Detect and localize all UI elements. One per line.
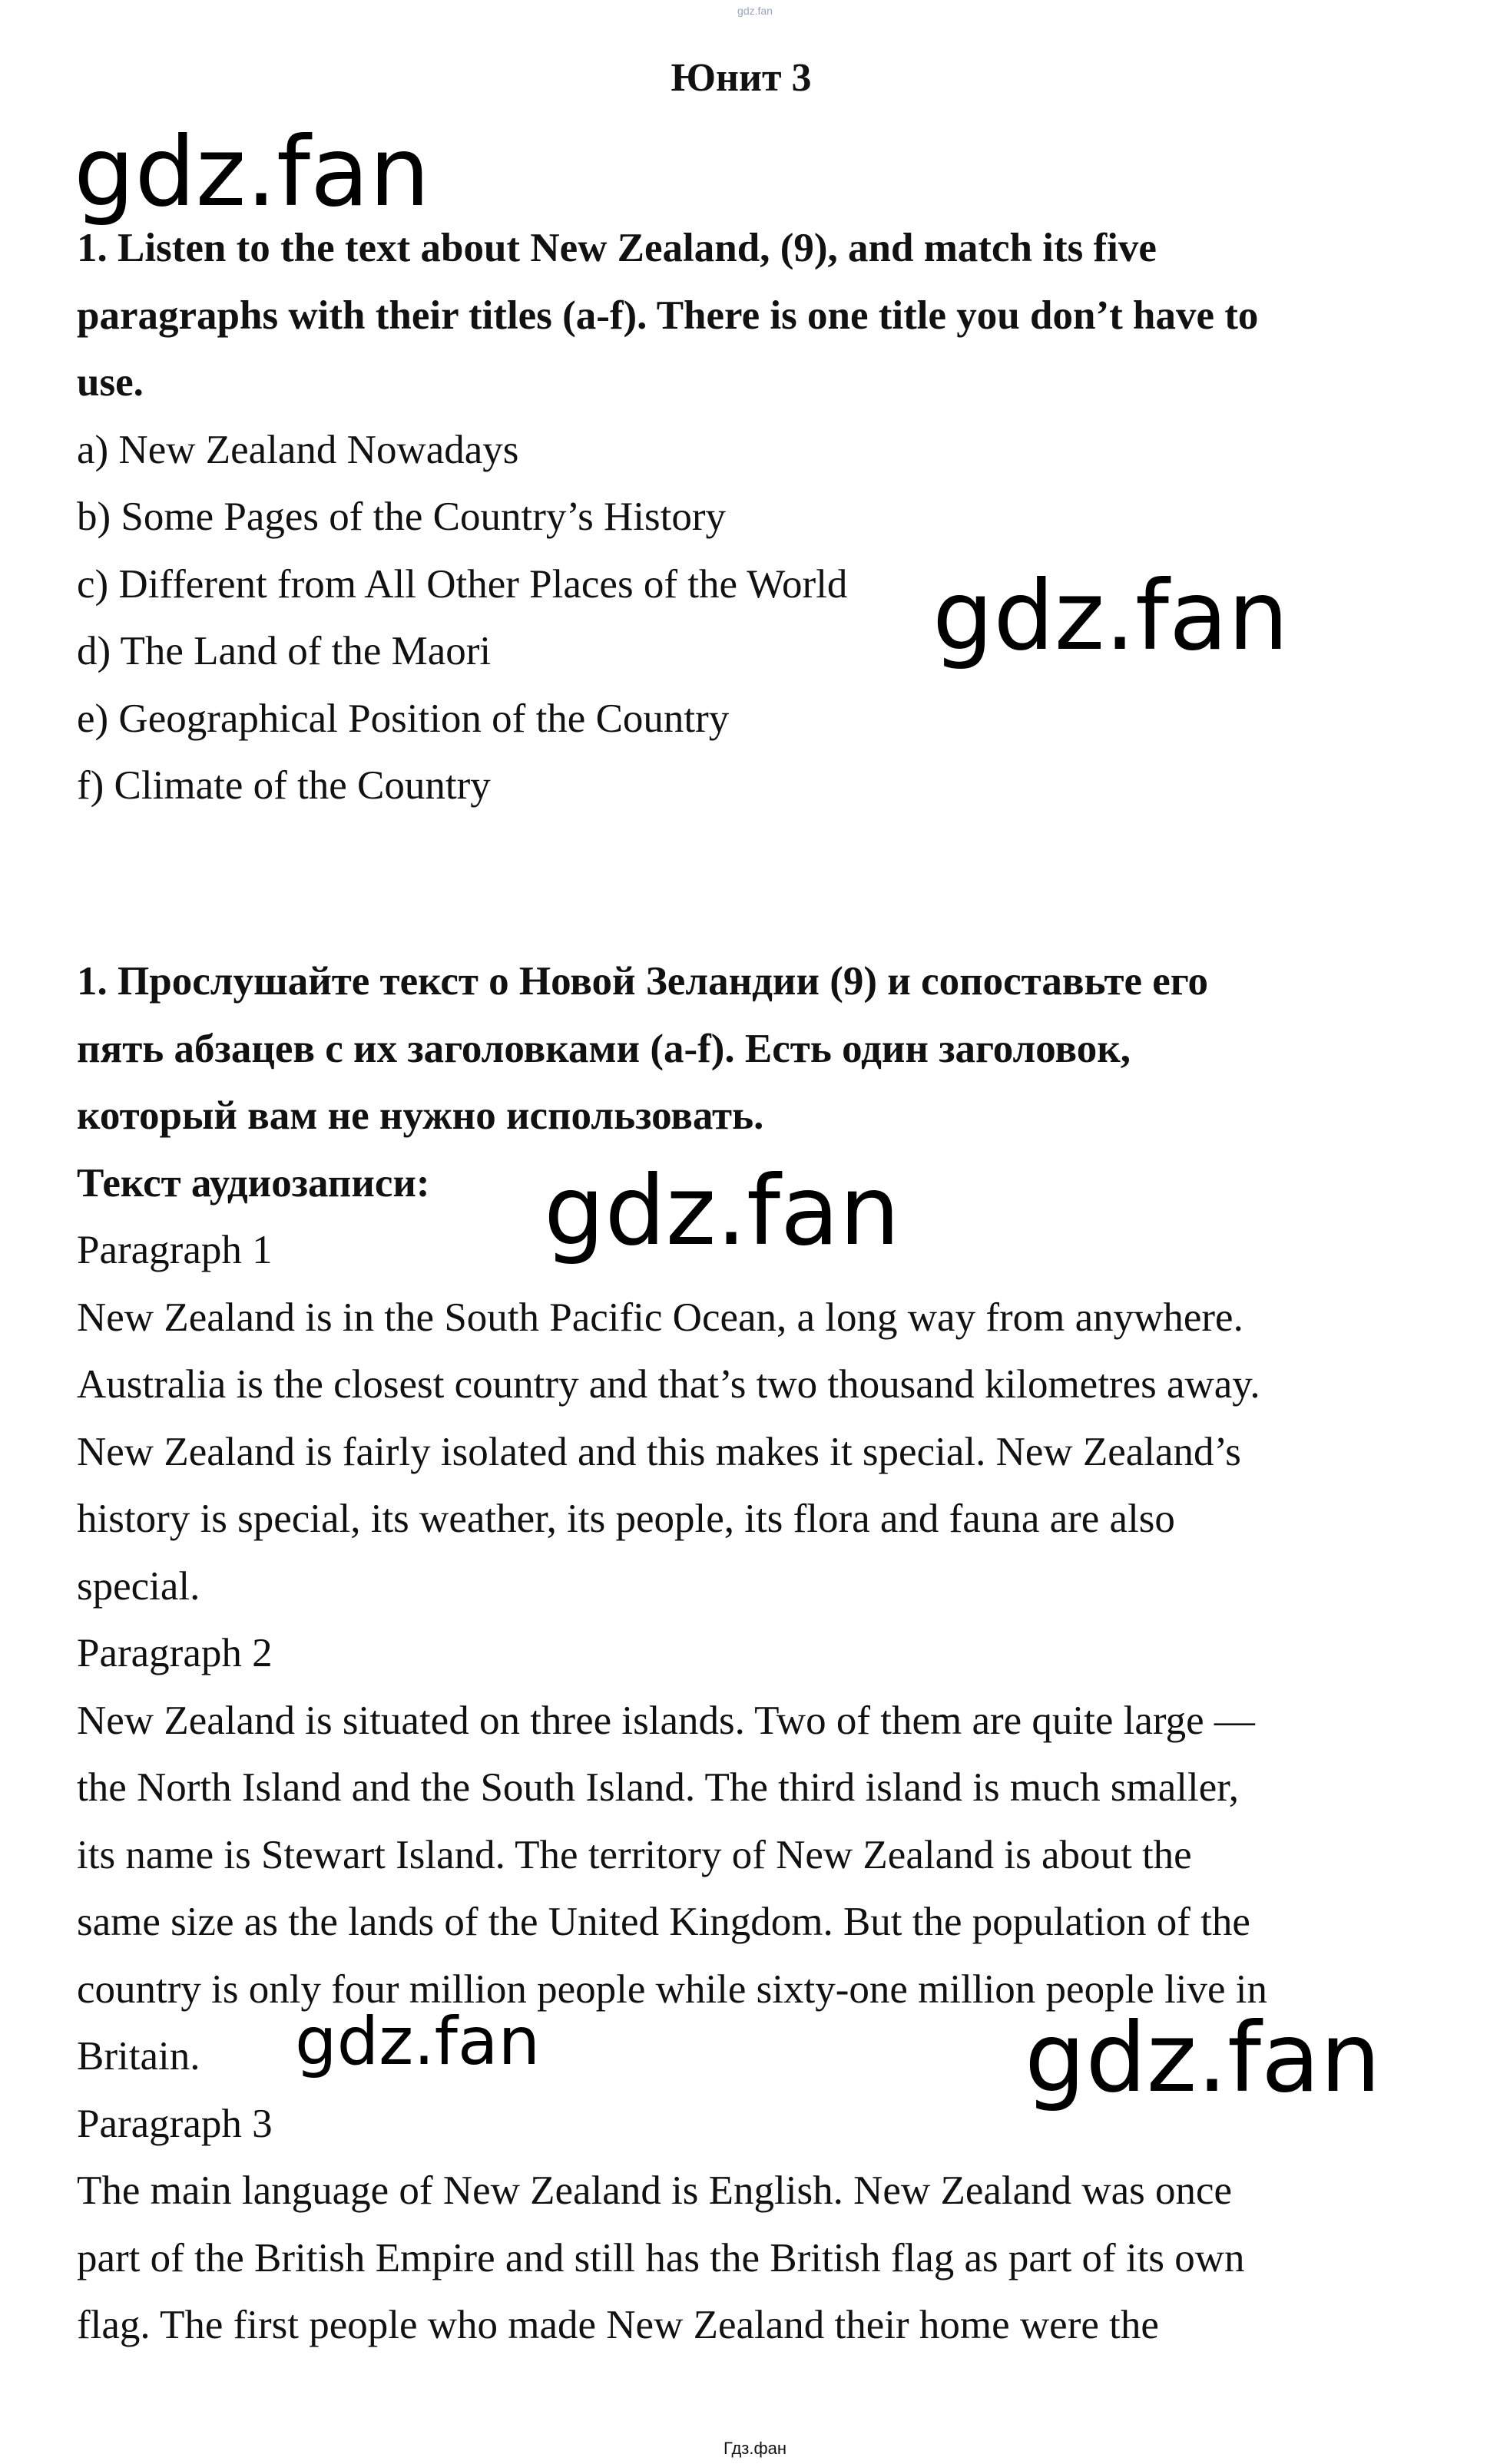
- paragraph-1-line: Australia is the closest country and that’s two thousand kilometres away.: [77, 1362, 1260, 1407]
- footer-text: Гдз.фан: [724, 2439, 786, 2458]
- paragraph-2-line: country is only four million people while sixty-one million people live in: [77, 1966, 1268, 2012]
- task-instruction-line-ru: пять абзацев с их заголовками (a-f). Есть один заголовок,: [77, 1026, 1131, 1071]
- watermark: gdz.fan: [1025, 2003, 1381, 2114]
- watermark: gdz.fan: [932, 561, 1289, 672]
- task-instruction-line: 1. Listen to the text about New Zealand, (9), and match its five: [77, 226, 1157, 270]
- task-instruction-line-ru: 1. Прослушайте текст о Новой Зеландии (9) и сопоставьте его: [77, 959, 1209, 1004]
- top-watermark-text: gdz.fan: [737, 5, 773, 17]
- paragraph-2-line: New Zealand is situated on three islands. Two of them are quite large —: [77, 1698, 1255, 1743]
- title-option-e: e) Geographical Position of the Country: [77, 696, 730, 741]
- paragraph-3-label: Paragraph 3: [77, 2101, 273, 2146]
- title-option-f: f) Climate of the Country: [77, 763, 491, 808]
- task-english: [77, 215, 1429, 820]
- paragraph-1-line: history is special, its weather, its people, its flora and fauna are also: [77, 1497, 1175, 1541]
- paragraph-2-line: the North Island and the South Island. The third island is much smaller,: [77, 1765, 1240, 1810]
- title-option-a: a) New Zealand Nowadays: [77, 427, 519, 472]
- paragraph-2-label: Paragraph 2: [77, 1631, 273, 1675]
- paragraph-1-line: New Zealand is fairly isolated and this makes it special. New Zealand’s: [77, 1429, 1241, 1474]
- task-instruction-line-ru: который вам не нужно использовать.: [77, 1093, 764, 1138]
- paragraph-3-line: part of the British Empire and still has the British flag as part of its own: [77, 2235, 1245, 2280]
- paragraph-2-line: same size as the lands of the United Kingdom. But the population of the: [77, 1900, 1250, 1944]
- transcript-heading: Текст аудиозаписи:: [77, 1160, 430, 1206]
- paragraph-3-line: flag. The first people who made New Zealand their home were the: [77, 2303, 1159, 2347]
- task-instruction-line: paragraphs with their titles (a-f). There is one title you don’t have to: [77, 293, 1259, 338]
- paragraph-1-label: Paragraph 1: [77, 1228, 273, 1272]
- title-option-d: d) The Land of the Maori: [77, 629, 492, 673]
- watermark: gdz.fan: [295, 2003, 541, 2080]
- title-option-c: c) Different from All Other Places of the World: [77, 561, 848, 607]
- watermark: gdz.fan: [74, 117, 430, 228]
- paragraph-2-line: Britain.: [77, 2034, 200, 2079]
- paragraph-1-line: New Zealand is in the South Pacific Ocean, a long way from anywhere.: [77, 1295, 1243, 1340]
- paragraph-2-line: its name is Stewart Island. The territory of New Zealand is about the: [77, 1832, 1192, 1877]
- paragraph-3-line: The main language of New Zealand is English. New Zealand was once: [77, 2168, 1233, 2213]
- watermark: gdz.fan: [544, 1156, 900, 1267]
- task-instruction-line: use.: [77, 360, 144, 405]
- page-title: Юнит 3: [671, 56, 812, 100]
- title-option-b: b) Some Pages of the Country’s History: [77, 494, 726, 539]
- paragraph-1-line: special.: [77, 1563, 200, 1609]
